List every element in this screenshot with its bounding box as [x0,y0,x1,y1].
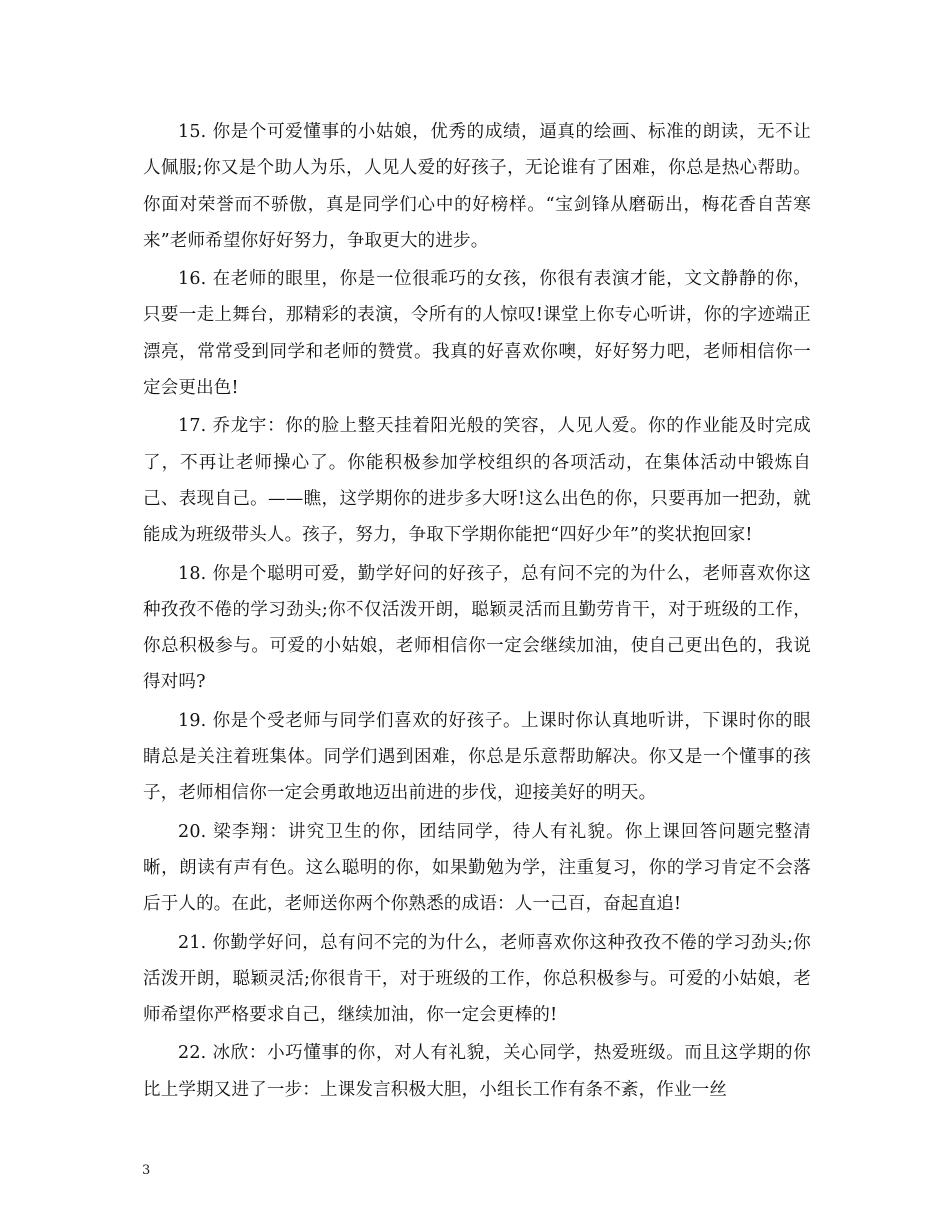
paragraph-15: 15. 你是个可爱懂事的小姑娘，优秀的成绩，逼真的绘画、标准的朗读，无不让人佩服;你又是个助人为乐，人见人爱的好孩子，无论谁有了困难，你总是热心帮助。你面对荣誉而不骄傲，真是同学们心中的好榜样。“宝剑锋从磨砺出，梅花香自苦寒来”老师希望你好好努力，争取更大的进步。 [143,122,811,251]
document-body [143,114,811,1110]
paragraph-21: 21. 你勤学好问，总有问不完的为什么，老师喜欢你这种孜孜不倦的学习劲头;你活泼开朗，聪颖灵活;你很肯干，对于班级的工作，你总积极参与。可爱的小姑娘，老师希望你严格要求自己，继续加油，你一定会更棒的! [143,932,811,1026]
paragraph-18: 18. 你是个聪明可爱，勤学好问的好孩子，总有问不完的为什么，老师喜欢你这种孜孜不倦的学习劲头;你不仅活泼开朗，聪颖灵活而且勤劳肯干，对于班级的工作，你总积极参与。可爱的小姑娘，老师相信你一定会继续加油，使自己更出色的，我说得对吗? [143,563,811,693]
paragraph-20: 20. 梁李翔：讲究卫生的你，团结同学，待人有礼貌。你上课回答问题完整清晰，朗读有声有色。这么聪明的你，如果勤勉为学，注重复习，你的学习肯定不会落后于人的。在此，老师送你两个你熟悉的成语：人一己百，奋起直追! [143,821,811,915]
page-number: 3 [142,1163,151,1178]
paragraph-19: 19. 你是个受老师与同学们喜欢的好孩子。上课时你认真地听讲，下课时你的眼睛总是关注着班集体。同学们遇到困难，你总是乐意帮助解决。你又是一个懂事的孩子，老师相信你一定会勇敢地迈出前进的步伐，迎接美好的明天。 [143,710,811,804]
paragraph-22: 22. 冰欣：小巧懂事的你，对人有礼貌，关心同学，热爱班级。而且这学期的你比上学期又进了一步：上课发言积极大胆，小组长工作有条不紊，作业一丝 [143,1043,811,1100]
paragraph-16: 16. 在老师的眼里，你是一位很乖巧的女孩，你很有表演才能，文文静静的你，只要一走上舞台，那精彩的表演，令所有的人惊叹!课堂上你专心听讲，你的字迹端正漂亮，常常受到同学和老师的赞赏。我真的好喜欢你噢，好好努力吧，老师相信你一定会更出色! [143,269,811,399]
paragraph-17: 17. 乔龙宇：你的脸上整天挂着阳光般的笑容，人见人爱。你的作业能及时完成了，不再让老师操心了。你能积极参加学校组织的各项活动，在集体活动中锻炼自己、表现自己。——瞧，这学期你的进步多大呀!这么出色的你，只要再加一把劲，就能成为班级带头人。孩子，努力，争取下学期你能把“四好少年”的奖状抱回家! [143,416,811,546]
